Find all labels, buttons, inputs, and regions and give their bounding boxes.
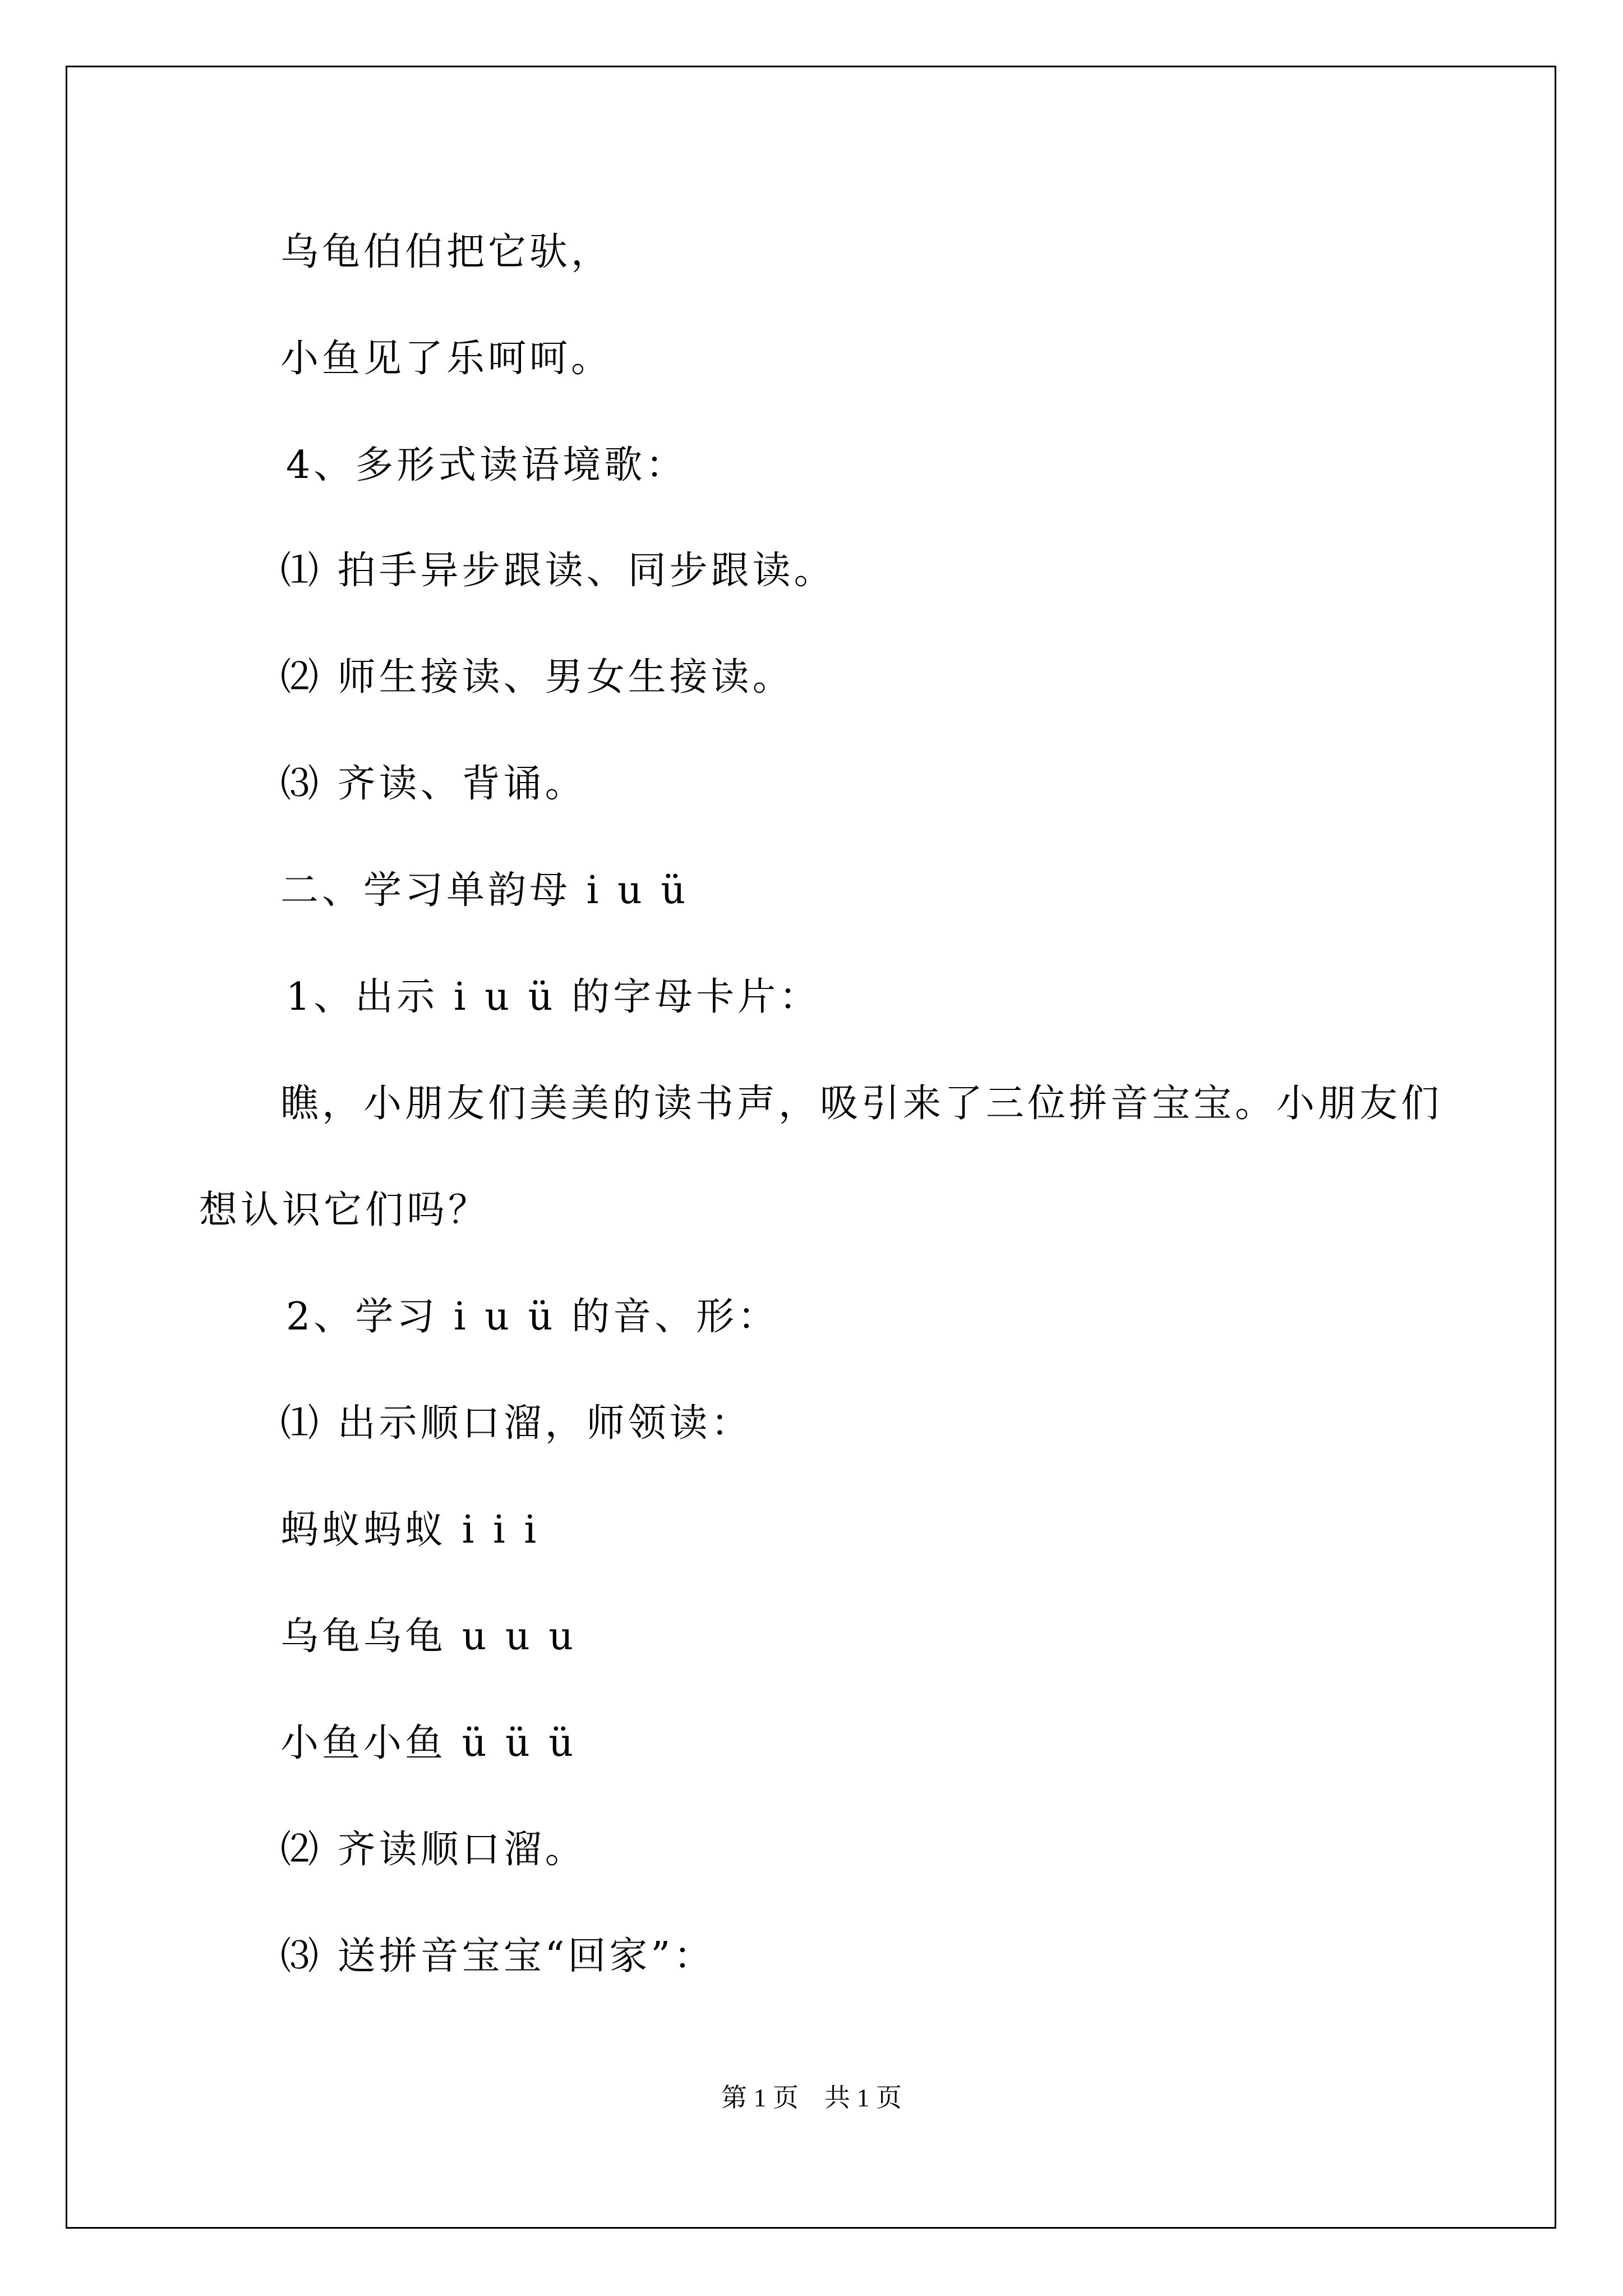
page-number-footer: 第 1 页 共 1 页: [721, 2083, 902, 2112]
text-line: ⑴ 拍手异步跟读、同步跟读。: [280, 549, 836, 593]
text-line: 瞧，小朋友们美美的读书声，吸引来了三位拼音宝宝。小朋友们: [280, 1082, 1443, 1126]
text-line: 1、出示 i u ü 的字母卡片：: [286, 975, 821, 1019]
text-line: ⑵ 师生接读、男女生接读。: [280, 655, 794, 700]
text-line: 乌龟伯伯把它驮，: [280, 230, 613, 274]
text-line: 蚂蚁蚂蚁 i i i: [280, 1508, 540, 1552]
text-line-continuation: 想认识它们吗？: [199, 1188, 490, 1232]
text-line: 乌龟乌龟 u u u: [280, 1614, 577, 1659]
text-line: ⑵ 齐读顺口溜。: [280, 1828, 587, 1872]
page-border: [66, 66, 1556, 2229]
text-line: 2、学习 i u ü 的音、形：: [286, 1295, 780, 1339]
text-line: 4、多形式读语境歌：: [286, 443, 688, 487]
text-line: ⑶ 齐读、背诵。: [280, 762, 587, 806]
text-line: ⑶ 送拼音宝宝“回家”：: [280, 1934, 716, 1978]
section-heading: 二、学习单韵母 i u ü: [280, 868, 689, 913]
text-line: ⑴ 出示顺口溜，师领读：: [280, 1401, 753, 1446]
text-line: 小鱼见了乐呵呵。: [280, 337, 613, 381]
text-line: 小鱼小鱼 ü ü ü: [280, 1721, 577, 1765]
